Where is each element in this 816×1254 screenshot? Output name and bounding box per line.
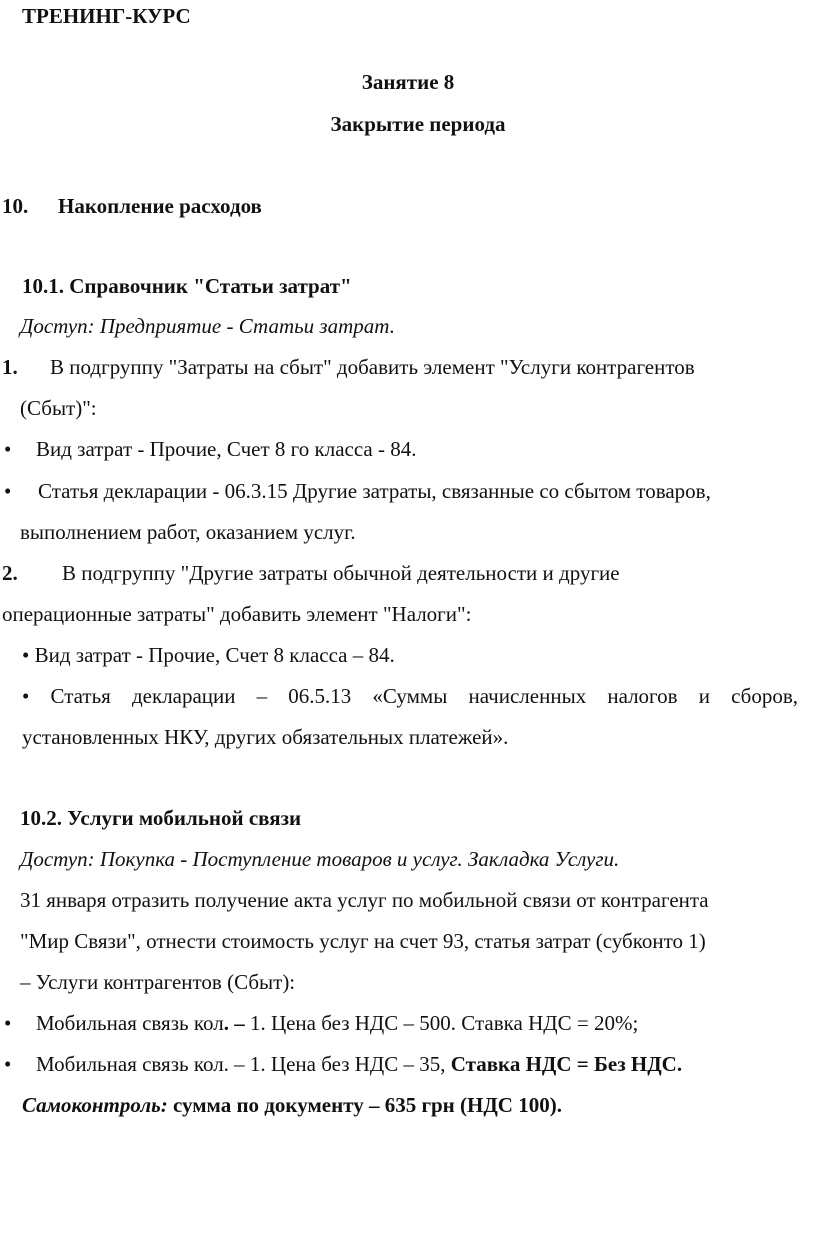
item-2-bullet-b-line-2: установленных НКУ, других обязательных платежей». — [22, 725, 509, 749]
item-1-line-1: В подгруппу "Затраты на сбыт" добавить элемент "Услуги контрагентов — [50, 355, 695, 379]
item-2-bullet-a: • Вид затрат - Прочие, Счет 8 класса – 84. — [22, 643, 395, 667]
item-2-line-2: операционные затраты" добавить элемент "Налоги": — [2, 602, 472, 626]
self-check-text: сумма по документу – 635 грн (НДС 100). — [167, 1093, 562, 1117]
paragraph-line-1: 31 января отразить получение акта услуг по мобильной связи от контрагента — [20, 888, 709, 912]
course-title: ТРЕНИНГ-КУРС — [22, 4, 191, 28]
subsection-10-2-access: Доступ: Покупка - Поступление товаров и услуг. Закладка Услуги. — [20, 847, 620, 871]
item-1-bullet-b-line-1: Статья декларации - 06.3.15 Другие затраты, связанные со сбытом товаров, — [38, 479, 711, 503]
lesson-number: Занятие 8 — [361, 70, 455, 94]
bullet-icon: • — [4, 437, 12, 461]
item-1-number: 1. — [2, 355, 18, 379]
mobile-bullet-2-part-b: Ставка НДС = Без НДС. — [450, 1052, 683, 1076]
subsection-10-1-heading: 10.1. Справочник "Статьи затрат" — [22, 274, 352, 298]
self-check — [22, 1091, 562, 1119]
section-number: 10. — [2, 194, 29, 218]
lesson-title: Закрытие периода — [330, 112, 506, 136]
subsection-10-2-heading: 10.2. Услуги мобильной связи — [20, 806, 302, 830]
mobile-bullet-2-part-a: Мобильная связь кол. – 1. Цена без НДС – 35, — [36, 1052, 451, 1076]
paragraph-line-2: "Мир Связи", отнести стоимость услуг на счет 93, статья затрат (субконто 1) — [20, 929, 706, 953]
subsection-10-1-access: Доступ: Предприятие - Статьи затрат. — [20, 314, 395, 338]
mobile-bullet-1-part-b: . – — [223, 1011, 245, 1035]
bullet-icon: • — [4, 479, 12, 503]
bullet-icon: • — [4, 1052, 12, 1076]
mobile-bullet-1-part-c: 1. Цена без НДС – 500. Ставка НДС = 20%; — [244, 1011, 639, 1035]
mobile-bullet-2 — [36, 1050, 682, 1078]
mobile-bullet-1 — [36, 1009, 638, 1037]
item-2-bullet-b-line-1: • Статья декларации – 06.5.13 «Суммы начисленных налогов и сборов, — [22, 684, 798, 708]
bullet-icon: • — [4, 1011, 12, 1035]
item-1-line-2: (Сбыт)": — [20, 396, 97, 420]
item-1-bullet-a: Вид затрат - Прочие, Счет 8 го класса - 84. — [36, 437, 417, 461]
mobile-bullet-1-part-a: Мобильная связь кол — [36, 1011, 224, 1035]
self-check-label: Самоконтроль: — [22, 1093, 168, 1117]
item-1-bullet-b-line-2: выполнением работ, оказанием услуг. — [20, 520, 356, 544]
item-2-number: 2. — [2, 561, 18, 585]
section-title: Накопление расходов — [58, 194, 262, 218]
item-2-line-1: В подгруппу "Другие затраты обычной деятельности и другие — [62, 561, 620, 585]
paragraph-line-3: – Услуги контрагентов (Сбыт): — [20, 970, 296, 994]
